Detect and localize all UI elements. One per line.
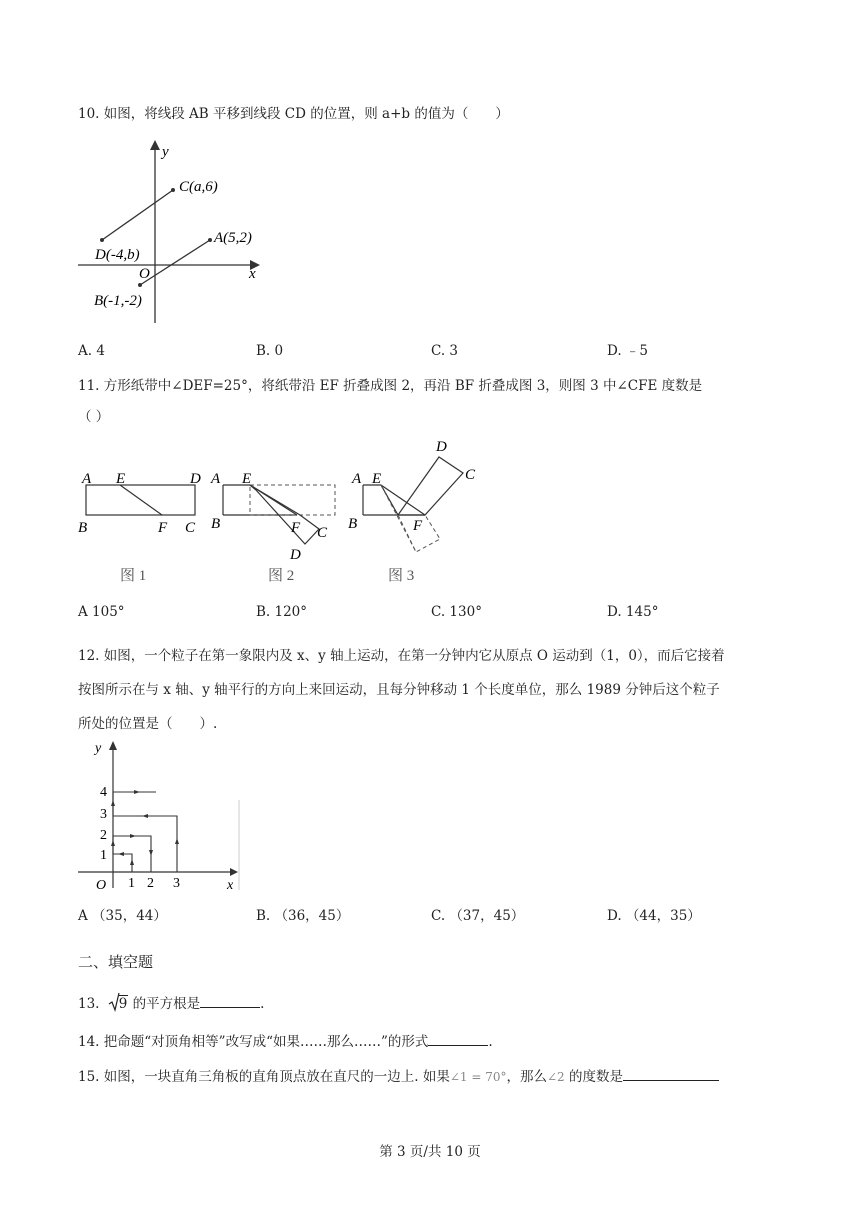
axis-x-label: x: [227, 878, 234, 893]
q10-option-d: D. ﹣5: [607, 343, 649, 359]
y-axis-arrow: [150, 140, 160, 150]
origin-label: O: [96, 878, 107, 893]
label-b: B(-1,-2): [94, 293, 142, 309]
q13: [78, 993, 264, 1014]
page-footer: 第 3 页/共 10 页: [379, 1144, 481, 1160]
arrow: [149, 850, 153, 856]
q13-end: .: [260, 996, 265, 1012]
label-d: D(-4,b): [95, 247, 140, 263]
fig3-caption: 图 3: [388, 568, 415, 584]
q15-angle2: ∠2: [547, 1070, 565, 1084]
y-tick-1: 1: [100, 848, 107, 863]
q13-radicand: 9: [118, 996, 128, 1012]
axis-x-label: x: [249, 266, 256, 282]
q15-answer-blank[interactable]: [623, 1066, 719, 1081]
q15-text2: ，那么: [506, 1069, 547, 1085]
fig2-crease-ef: [250, 485, 297, 515]
fig2-label-b: B: [211, 516, 221, 532]
label-a: A(5,2): [214, 230, 252, 246]
q12-option-c: C. （37，45）: [431, 908, 525, 924]
segment-cd: [102, 190, 173, 240]
q15-text1: 15. 如图，一块直角三角板的直角顶点放在直尺的一边上. 如果: [78, 1069, 450, 1085]
q15-angle1: ∠1 = 70°: [449, 1070, 507, 1084]
q10-stem: 10. 如图，将线段 AB 平移到线段 CD 的位置，则 a+b 的值为（ ）: [78, 106, 509, 122]
particle-path: [113, 792, 177, 872]
point-c: [171, 188, 175, 192]
arrow: [142, 814, 148, 818]
point-d: [100, 238, 104, 242]
fig1-label-c: C: [185, 520, 196, 536]
q11-option-d: D. 145°: [607, 604, 659, 620]
q14: [78, 1031, 493, 1052]
point-a: [208, 238, 212, 242]
y-axis-arrow: [109, 741, 117, 750]
fig1-label-d: D: [190, 471, 201, 487]
q11-stem-line1: 11. 方形纸带中∠DEF=25°，将纸带沿 EF 折叠成图 2，再沿 BF 折叠成图 3，则图 3 中∠CFE 度数是: [78, 378, 703, 394]
q10-option-a: A. 4: [78, 343, 105, 359]
fig3-upper-part: [398, 457, 463, 515]
axis-y-label: y: [162, 144, 169, 160]
arrow: [118, 852, 124, 856]
q11-option-b: B. 120°: [256, 604, 308, 620]
arrow: [130, 859, 134, 865]
fig3-label-a: A: [352, 471, 362, 487]
fig3-crease-ef: [381, 485, 425, 515]
sqrt-icon: [108, 994, 129, 1014]
q12-option-b: B. （36，45）: [256, 908, 350, 924]
fig2-label-a: A: [211, 471, 221, 487]
q10-option-c: C. 3: [431, 343, 459, 359]
q12-stem-line1: 12. 如图，一个粒子在第一象限内及 x、y 轴上运动，在第一分钟内它从原点 O 运动到（1，0），而后它接着: [78, 648, 725, 664]
q13-text: 的平方根是: [132, 996, 201, 1012]
q15-text3: 的度数是: [569, 1069, 623, 1085]
q11-stem-line2: （ ）: [78, 409, 110, 425]
q14-answer-blank[interactable]: [428, 1031, 488, 1046]
fig3-fold-line: [381, 485, 398, 515]
fig2-label-d: D: [290, 547, 301, 563]
q11-option-c: C. 130°: [431, 604, 482, 620]
section-heading: 二、填空题: [78, 953, 154, 971]
q12-stem-line2: 按图所示在与 x 轴、y 轴平行的方向上来回运动，且每分钟移动 1 个长度单位，那么 1989 分钟后这个粒子: [78, 682, 720, 698]
fig1-label-b: B: [78, 520, 88, 536]
label-c: C(a,6): [179, 179, 218, 195]
q12-option-d: D. （44，35）: [607, 908, 701, 924]
y-tick-2: 2: [100, 828, 107, 843]
q11-option-a: A 105°: [78, 604, 125, 620]
q15: [78, 1066, 719, 1087]
q12-figure: [78, 738, 248, 898]
x-tick-1: 1: [128, 876, 135, 891]
fig2-label-e: E: [242, 471, 252, 487]
q10-figure: [78, 138, 278, 328]
point-b: [138, 283, 142, 287]
fig3-label-e: E: [372, 471, 382, 487]
fig1-crease-ef: [120, 485, 162, 515]
fig3-label-f: F: [413, 518, 423, 534]
q14-end: .: [488, 1034, 493, 1050]
fig1-caption: 图 1: [120, 568, 147, 584]
y-tick-3: 3: [100, 807, 107, 822]
q12-stem-line3: 所处的位置是（ ）.: [78, 716, 218, 732]
x-tick-2: 2: [147, 876, 154, 891]
q13-answer-blank[interactable]: [200, 993, 260, 1008]
x-tick-3: 3: [173, 876, 180, 891]
fig1-label-f: F: [158, 520, 168, 536]
q12-option-a: A （35，44）: [78, 908, 167, 924]
arrow: [111, 800, 115, 806]
q10-option-b: B. 0: [256, 343, 284, 359]
fig1-label-a: A: [82, 471, 92, 487]
q14-text: 14. 把命题“对顶角相等”改写成“如果……那么……”的形式: [78, 1034, 429, 1050]
arrow: [134, 790, 140, 794]
y-tick-4: 4: [100, 785, 107, 800]
fig3-label-c: C: [465, 467, 476, 483]
segment-ab: [140, 240, 210, 285]
q11-figures: [76, 436, 496, 588]
fig1-label-e: E: [116, 471, 126, 487]
q13-number: 13.: [78, 996, 100, 1012]
fig3-label-d: D: [436, 439, 447, 455]
arrow: [175, 838, 179, 844]
fig2-label-f: F: [291, 520, 301, 536]
origin-label: O: [139, 266, 150, 282]
fig3-label-b: B: [348, 516, 358, 532]
arrow: [111, 840, 115, 846]
fig2-label-c: C: [317, 525, 328, 541]
axis-y-label: y: [95, 741, 102, 756]
arrow: [130, 834, 136, 838]
fig2-caption: 图 2: [268, 568, 295, 584]
x-axis-arrow: [230, 868, 238, 876]
